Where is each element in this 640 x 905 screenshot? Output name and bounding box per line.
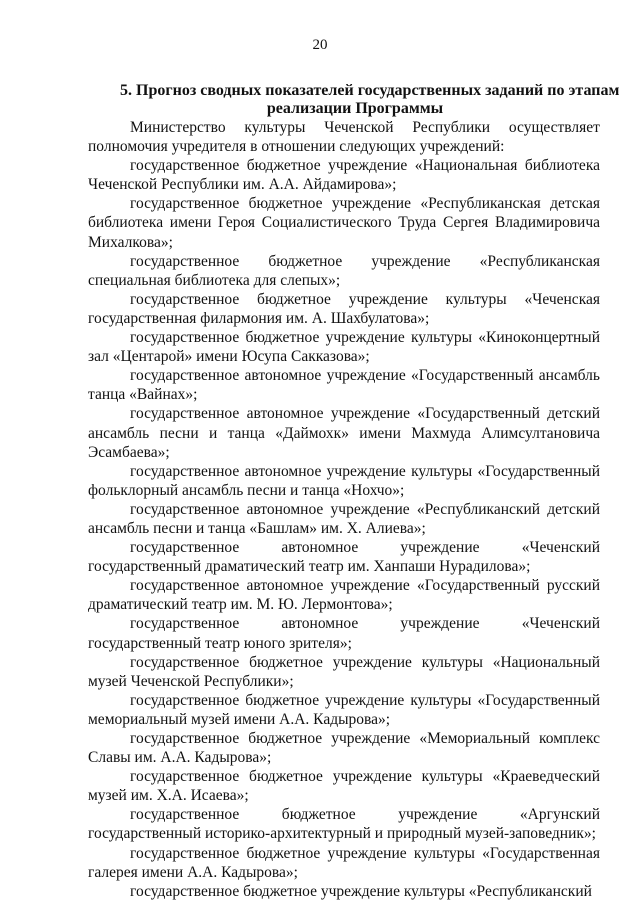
intro-word: Министерство — [130, 119, 226, 136]
institution-item: государственное бюджетное учреждение культуры «Чеченская государственная филармония им. А. Шахбулатова»; — [88, 290, 600, 327]
institution-item: государственное автономное учреждение «Государственный детский ансамбль песни и танца «Даймохк» имени Махмуда Алимсултановича Эсамбаева»; — [88, 405, 600, 461]
institution-item: государственное автономное учреждение «Республиканский детский ансамбль песни и танца «Башлам» им. Х. Алиева»; — [88, 500, 600, 537]
intro-word: культуры — [244, 119, 306, 136]
institution-item: государственное бюджетное учреждение культуры «Государственная галерея имени А.А. Кадырова»; — [88, 844, 600, 881]
institution-item: государственное бюджетное учреждение культуры «Киноконцертный зал «Центарой» имени Юсупа Сакказова»; — [88, 329, 600, 366]
institution-item: государственное бюджетное учреждение культуры «Государственный мемориальный музей имени А.А. Кадырова»; — [88, 691, 600, 728]
page-number: 20 — [312, 37, 328, 53]
section-heading — [120, 82, 620, 118]
document-body — [88, 118, 600, 901]
institution-item: государственное бюджетное учреждение «Национальная библиотека Чеченской Республики им. А.А. Айдамирова»; — [88, 157, 600, 194]
institution-item: государственное автономное учреждение «Чеченский государственный театр юного зрителя»; — [88, 615, 600, 652]
institution-item: государственное автономное учреждение культуры «Государственный фольклорный ансамбль песни и танца «Нохчо»; — [88, 462, 600, 499]
section-heading-line-2: реализации Программы — [266, 100, 444, 117]
intro-line-2: полномочия учредителя в отношении следующих учреждений: — [88, 138, 505, 156]
institution-item: государственное бюджетное учреждение культуры «Национальный музей Чеченской Республики»; — [88, 653, 600, 690]
institution-item: государственное бюджетное учреждение «Мемориальный комплекс Славы им. А.А. Кадырова»; — [88, 730, 600, 767]
institution-item: государственное автономное учреждение «Чеченский государственный драматический театр им. Ханпаши Нурадилова»; — [88, 539, 600, 576]
intro-word: осуществляет — [508, 119, 600, 136]
intro-word: Республики — [412, 119, 491, 136]
institution-item: государственное автономное учреждение «Государственный ансамбль танца «Вайнах»; — [88, 367, 600, 404]
institution-item: государственное автономное учреждение «Государственный русский драматический театр им. М. Ю. Лермонтова»; — [88, 577, 600, 614]
section-heading-line-1: 5. Прогноз сводных показателей государственных заданий по этапам — [120, 82, 620, 99]
institution-item: государственное бюджетное учреждение «Республиканская детская библиотека имени Героя Социалистического Труда Сергея Владимировича Михалкова»; — [88, 195, 600, 251]
institution-item: государственное бюджетное учреждение «Республиканская специальная библиотека для слепых»; — [88, 252, 600, 289]
institution-item: государственное бюджетное учреждение культуры «Краеведческий музей им. Х.А. Исаева»; — [88, 768, 600, 805]
institution-item-truncated: государственное бюджетное учреждение культуры «Республиканский — [130, 882, 592, 900]
institution-item: государственное бюджетное учреждение «Аргунский государственный историко-архитектурный и природный музей-заповедник»; — [88, 806, 600, 843]
intro-line-1 — [88, 118, 600, 137]
intro-word: Чеченской — [324, 119, 394, 136]
